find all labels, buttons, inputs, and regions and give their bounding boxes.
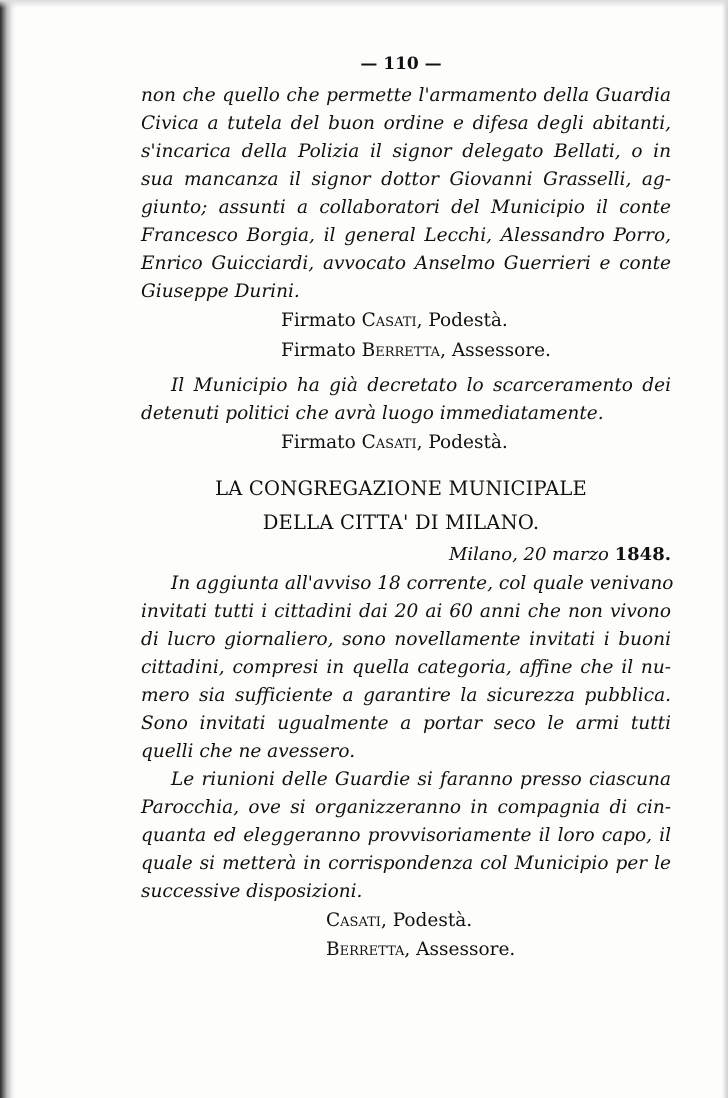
page-content [141, 52, 674, 964]
signature-title: , Assessore. [404, 939, 516, 960]
signature-name: Casati [361, 432, 417, 453]
text-line: sua mancanza il signor dottor Giovanni Grasselli, ag- [141, 169, 671, 190]
text-line: successive disposizioni. [141, 881, 363, 902]
signature-prefix: Firmato [281, 432, 356, 453]
page-binding-shadow [0, 0, 16, 1098]
signature-name: Casati [361, 310, 417, 331]
signature-name: Berretta [326, 939, 405, 960]
section-heading-line-1: LA CONGREGAZIONE MUNICIPALE [215, 477, 587, 500]
text-line: mero sia sufficiente a garantire la sicurezza pubblica. [141, 685, 671, 706]
text-line: detenuti politici che avrà luogo immediatamente. [141, 403, 604, 424]
text-line: Civica a tutela del buon ordine e difesa degli abitanti, [141, 113, 671, 134]
signature-berretta [141, 336, 671, 366]
paragraph-2 [141, 372, 671, 428]
text-line: di lucro giornaliero, sono novellamente invitati i buoni [141, 629, 671, 650]
signature-title: , Assessore. [440, 340, 551, 361]
signature-name: Berretta [361, 340, 441, 361]
date-place-day: Milano, 20 marzo [448, 544, 609, 565]
text-line: quelli che ne avessero. [141, 741, 356, 762]
text-line: Enrico Guicciardi, avvocato Anselmo Guerrieri e conte [141, 253, 671, 274]
closing-signature-casati [141, 906, 671, 935]
text-line: Parocchia, ove si organizzeranno in compagnia di cin- [141, 797, 671, 818]
page-number: — 110 — [360, 54, 442, 74]
text-line: giunto; assunti a collaboratori del Municipio il conte [141, 197, 671, 218]
signature-prefix: Firmato [281, 340, 356, 361]
text-line: non che quello che permette l'armamento della Guardia [141, 85, 671, 106]
text-line: cittadini, compresi in quella categoria, affine che il nu- [141, 657, 671, 678]
signature-casati [141, 306, 671, 336]
paragraph-4 [141, 766, 671, 906]
signature-title: , Podestà. [416, 310, 508, 331]
signature-title: , Podestà. [380, 910, 473, 931]
text-line: Le riunioni delle Guardie si faranno presso ciascuna [171, 769, 671, 790]
paragraph-1 [141, 82, 671, 306]
text-line: quale si metterà in corrispondenza col Municipio per le [141, 853, 671, 874]
text-line: In aggiunta all'avviso 18 corrente, col quale venivano [171, 573, 674, 594]
page-top-shadow [0, 0, 728, 8]
text-line: Giuseppe Durini. [141, 281, 300, 302]
text-line: Francesco Borgia, il general Lecchi, Alessandro Porro, [141, 225, 671, 246]
dateline [141, 540, 671, 570]
text-line: invitati tutti i cittadini dai 20 ai 60 anni che non vivono [141, 601, 671, 622]
signature-prefix: Firmato [281, 310, 356, 331]
signature-title: , Podestà. [416, 432, 508, 453]
text-line: Sono invitati ugualmente a portar seco le armi tutti [141, 713, 671, 734]
section-heading-line-2: DELLA CITTA' DI MILANO. [262, 511, 540, 534]
signature-name: Casati [326, 910, 381, 931]
text-line: quanta ed eleggeranno provvisoriamente il loro capo, il [141, 825, 671, 846]
signature-casati-2 [141, 428, 671, 458]
paragraph-3 [141, 570, 674, 766]
date-year: 1848. [614, 544, 671, 565]
page-edge-shadow [722, 0, 728, 1098]
closing-signature-berretta [141, 935, 671, 964]
text-line: s'incarica della Polizia il signor delegato Bellati, o in [141, 141, 671, 162]
text-line: Il Municipio ha già decretato lo scarceramento dei [171, 375, 671, 396]
